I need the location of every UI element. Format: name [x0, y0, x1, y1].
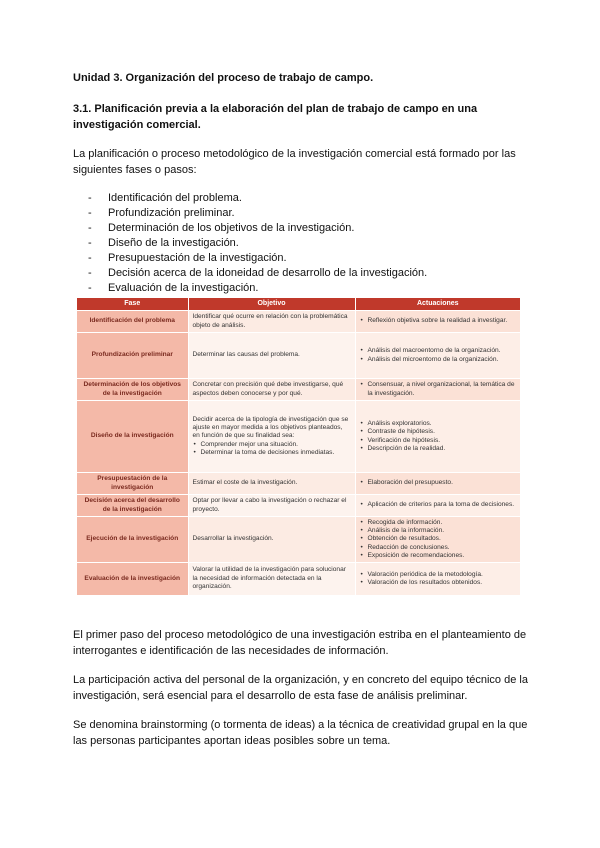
- list-item: - Profundización preliminar.: [88, 207, 235, 219]
- list-item: • Aplicación de criterios para la toma de decisiones.: [368, 501, 517, 509]
- unit-heading: Unidad 3. Organización del proceso de trabajo de campo.: [73, 72, 374, 84]
- list-dash: -: [88, 252, 92, 264]
- list-item: - Evaluación de la investigación.: [88, 282, 259, 294]
- cell-objetivo: [188, 495, 355, 517]
- list-item: • Descripción de la realidad.: [368, 445, 517, 453]
- cell-actuaciones: [355, 401, 520, 473]
- objetivo-items: [193, 441, 351, 457]
- objetivo-text: Estimar el coste de la investigación.: [192, 479, 298, 487]
- list-item: • Exposición de recomendaciones.: [368, 552, 517, 560]
- list-item: • Comprender mejor una situación.: [201, 441, 351, 449]
- objetivo-text: Decidir acerca de la tipología de investigación que se ajuste en mayor medida a los objetivos planteados, en función de que su finalidad sea:: [192, 415, 349, 440]
- cell-actuaciones: [355, 563, 520, 595]
- list-item: • Valoración de los resultados obtenidos.: [368, 579, 517, 587]
- objetivo-text: Determinar las causas del problema.: [192, 351, 300, 359]
- actuaciones-items: [360, 519, 517, 560]
- cell-actuaciones: [355, 517, 520, 563]
- list-item: • Valoración periódica de la metodología.: [368, 571, 517, 579]
- cell-actuaciones: [355, 495, 520, 517]
- actuaciones-items: [360, 479, 517, 487]
- objetivo-text: Concretar con precisión qué debe investigarse, qué aspectos deben conocerse y por qué.: [192, 381, 344, 397]
- actuaciones-items: [360, 347, 517, 363]
- list-item: • Análisis del microentorno de la organización.: [368, 356, 517, 364]
- list-dash: -: [88, 237, 92, 249]
- list-item: - Determinación de los objetivos de la investigación.: [88, 222, 355, 234]
- cell-fase: Diseño de la investigación: [77, 401, 188, 473]
- cell-fase: Presupuestación de la investigación: [77, 473, 188, 495]
- header-objetivo: Objetivo: [188, 298, 355, 311]
- cell-actuaciones: [355, 473, 520, 495]
- actuaciones-items: [360, 317, 517, 325]
- cell-fase: Identificación del problema: [77, 311, 188, 333]
- paragraph-brainstorming: Se denomina brainstorming (o tormenta de ideas) a la técnica de creatividad grupal en la que las personas participantes aportan ideas posibles sobre un tema.: [73, 719, 528, 747]
- paragraph-participation: La participación activa del personal de la organización, y en concreto del equipo técnico de la investigación, será esencial para el desarrollo de esta fase de análisis preliminar.: [73, 674, 528, 702]
- actuaciones-items: [360, 501, 517, 509]
- list-item: - Presupuestación de la investigación.: [88, 252, 287, 264]
- list-item: - Diseño de la investigación.: [88, 237, 239, 249]
- list-item: • Contraste de hipótesis.: [368, 428, 517, 436]
- list-item: • Determinar la toma de decisiones inmediatas.: [201, 449, 351, 457]
- paragraph-first-step: El primer paso del proceso metodológico de una investigación estriba en el planteamiento de interrogantes e identificación de las necesidades de información.: [73, 629, 527, 657]
- cell-objetivo: [188, 401, 355, 473]
- objetivo-text: Desarrollar la investigación.: [192, 535, 274, 543]
- cell-objetivo: [188, 333, 355, 379]
- table-row: [77, 401, 520, 473]
- cell-fase: Determinación de los objetivos de la investigación: [77, 379, 188, 401]
- list-item: • Verificación de hipótesis.: [368, 437, 517, 445]
- section-heading: 3.1. Planificación previa a la elaboración del plan de trabajo de campo en una investigación comercial.: [73, 103, 478, 131]
- cell-actuaciones: [355, 311, 520, 333]
- header-fase: Fase: [77, 298, 188, 311]
- cell-actuaciones: [355, 379, 520, 401]
- cell-objetivo: [188, 563, 355, 595]
- actuaciones-items: [360, 420, 517, 453]
- list-item: • Obtención de resultados.: [368, 535, 517, 543]
- intro-paragraph: La planificación o proceso metodológico de la investigación comercial está formado por las siguientes fases o pasos:: [73, 148, 516, 176]
- list-dash: -: [88, 282, 92, 294]
- table-row: [77, 495, 520, 517]
- cell-fase: Ejecución de la investigación: [77, 517, 188, 563]
- actuaciones-items: [360, 571, 517, 587]
- list-item: • Redacción de conclusiones.: [368, 544, 517, 552]
- list-item: - Identificación del problema.: [88, 192, 242, 204]
- list-dash: -: [88, 207, 92, 219]
- cell-fase: Decisión acerca del desarrollo de la investigación: [77, 495, 188, 517]
- list-dash: -: [88, 192, 92, 204]
- list-item: • Análisis del macroentorno de la organización.: [368, 347, 517, 355]
- objetivo-text: Optar por llevar a cabo la investigación o rechazar el proyecto.: [192, 497, 347, 513]
- table-row: [77, 563, 520, 595]
- table-row: [77, 473, 520, 495]
- list-item: • Elaboración del presupuesto.: [368, 479, 517, 487]
- list-dash: -: [88, 222, 92, 234]
- table-row: [77, 517, 520, 563]
- phases-list: [88, 191, 427, 296]
- cell-fase: Evaluación de la investigación: [77, 563, 188, 595]
- cell-fase: Profundización preliminar: [77, 333, 188, 379]
- cell-actuaciones: [355, 333, 520, 379]
- actuaciones-items: [360, 381, 517, 397]
- list-dash: -: [88, 267, 92, 279]
- table-row: [77, 333, 520, 379]
- phases-table: [77, 298, 520, 595]
- list-item: • Análisis exploratorios.: [368, 420, 517, 428]
- cell-objetivo: [188, 517, 355, 563]
- table-header-row: [77, 298, 520, 311]
- cell-objetivo: [188, 379, 355, 401]
- table-row: [77, 379, 520, 401]
- objetivo-text: Valorar la utilidad de la investigación para solucionar la necesidad de información detectada en la organización.: [192, 566, 346, 590]
- table-body: [77, 311, 520, 595]
- list-item: • Consensuar, a nivel organizacional, la temática de la investigación.: [368, 381, 517, 397]
- header-actuaciones: Actuaciones: [355, 298, 520, 311]
- list-item: • Recogida de información.: [368, 519, 517, 527]
- cell-objetivo: [188, 311, 355, 333]
- list-item: - Decisión acerca de la idoneidad de desarrollo de la investigación.: [88, 267, 428, 279]
- cell-objetivo: [188, 473, 355, 495]
- objetivo-text: Identificar qué ocurre en relación con la problemática objeto de análisis.: [192, 313, 348, 329]
- list-item: • Análisis de la información.: [368, 527, 517, 535]
- list-item: • Reflexión objetiva sobre la realidad a investigar.: [368, 317, 517, 325]
- table-row: [77, 311, 520, 333]
